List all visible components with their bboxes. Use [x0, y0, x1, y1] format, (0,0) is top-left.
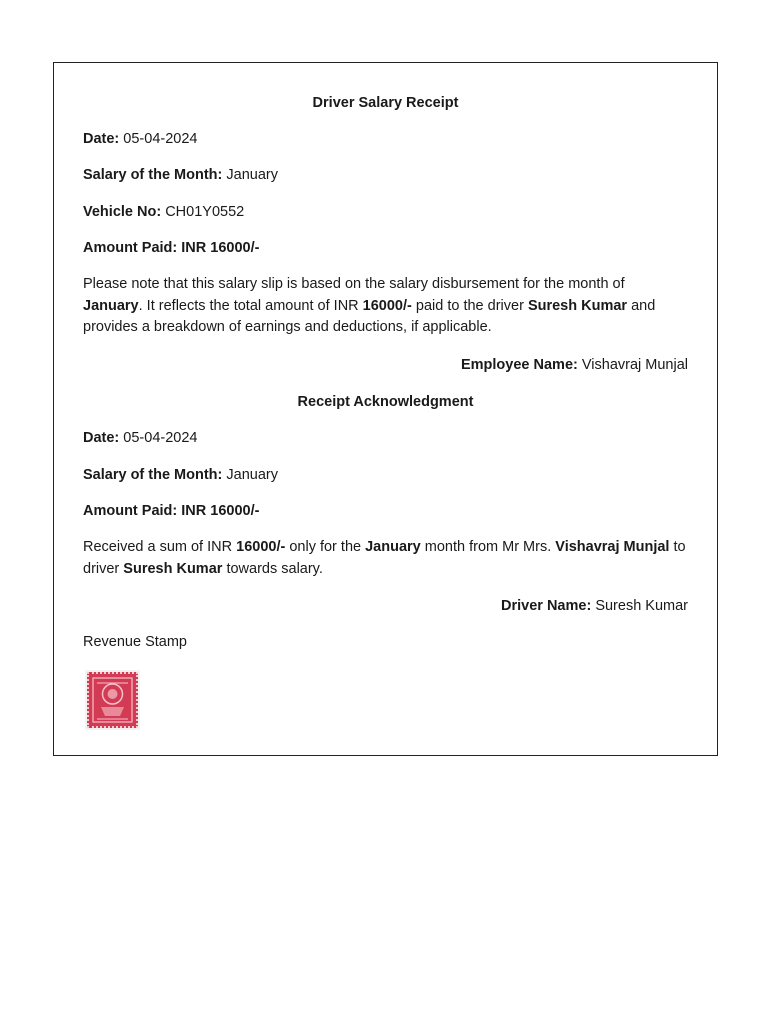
ack-amount-bold: 16000/-	[236, 539, 286, 555]
revenue-stamp-label: Revenue Stamp	[83, 634, 187, 650]
receipt-vehicle-value: CH01Y0552	[165, 204, 245, 220]
ack-month-value: January	[226, 467, 278, 483]
revenue-stamp-image	[85, 670, 140, 730]
ack-text-part: to driver	[83, 539, 686, 577]
employee-name-value: Vishavraj Munjal	[581, 357, 688, 373]
employee-name	[83, 354, 688, 376]
receipt-date	[83, 128, 688, 150]
ack-amount-label: Amount Paid: INR 16000/-	[83, 503, 260, 519]
ack-date-value: 05-04-2024	[123, 430, 198, 446]
receipt-document	[53, 62, 718, 756]
ack-text-part: towards salary.	[222, 560, 323, 577]
receipt-vehicle-label: Vehicle No:	[83, 204, 162, 220]
receipt-vehicle	[83, 201, 688, 223]
receipt-date-label: Date:	[83, 131, 120, 147]
ack-date	[83, 427, 688, 449]
receipt-note	[83, 274, 688, 339]
stamp-icon	[87, 672, 138, 728]
note-text: paid to the driver	[411, 297, 528, 314]
note-amount: 16000/-	[362, 297, 412, 314]
ack-month	[83, 464, 688, 486]
note-text: and provides a breakdown of earnings and deductions, if applicable.	[83, 297, 656, 335]
receipt-month	[83, 164, 688, 186]
note-text: . It reflects the total amount of INR	[138, 297, 363, 314]
receipt-title: Driver Salary Receipt	[312, 95, 459, 111]
driver-name	[83, 595, 688, 617]
stamp-emblem-icon	[89, 674, 136, 726]
ack-text-part: month from Mr Mrs.	[420, 539, 556, 555]
receipt-amount-label: Amount Paid: INR 16000/-	[83, 240, 260, 256]
driver-name-label: Driver Name:	[501, 598, 592, 614]
note-text: Please note that this salary slip is based on the salary disbursement for the month of	[83, 276, 625, 292]
ack-date-label: Date:	[83, 430, 120, 446]
receipt-month-label: Salary of the Month:	[83, 167, 223, 183]
ack-month-bold: January	[365, 539, 421, 555]
ack-text-part: only for the	[285, 539, 366, 555]
ack-text-part: Received a sum of INR	[83, 539, 237, 555]
ack-month-label: Salary of the Month:	[83, 467, 223, 483]
receipt-month-value: January	[226, 167, 278, 183]
ack-driver-bold: Suresh Kumar	[123, 560, 223, 577]
ack-text	[83, 537, 688, 580]
ack-amount	[83, 500, 688, 522]
note-month: January	[83, 297, 139, 314]
employee-name-label: Employee Name:	[460, 357, 578, 373]
acknowledgment-title: Receipt Acknowledgment	[297, 394, 474, 410]
driver-name-value: Suresh Kumar	[595, 598, 688, 614]
ack-employer-bold: Vishavraj Munjal	[555, 539, 670, 555]
receipt-amount	[83, 237, 688, 259]
receipt-date-value: 05-04-2024	[123, 131, 198, 147]
note-driver: Suresh Kumar	[527, 297, 628, 314]
